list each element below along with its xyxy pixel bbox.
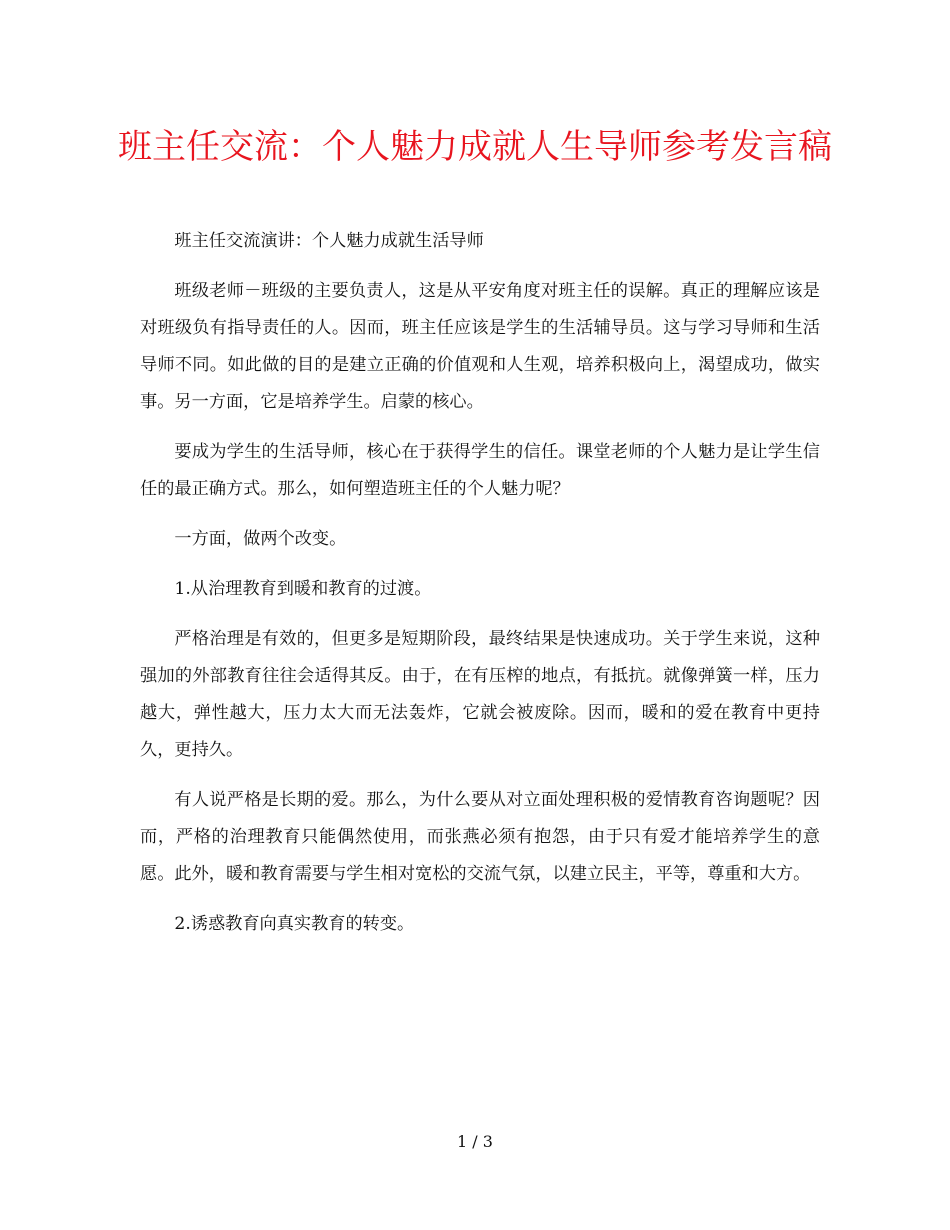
document-body xyxy=(140,223,820,956)
paragraph: 1.从治理教育到暖和教育的过渡。 xyxy=(174,579,432,599)
paragraph: 2.诱惑教育向真实教育的转变。 xyxy=(174,914,415,934)
paragraph: 要成为学生的生活导师，核心在于获得学生的信任。课堂老师的个人魅力是让学生信任的最正确方式。那么，如何塑造班主任的个人魅力呢？ xyxy=(140,442,820,499)
paragraph: 一方面，做两个改变。 xyxy=(174,529,347,549)
paragraph: 班级老师－班级的主要负责人，这是从平安角度对班主任的误解。真正的理解应该是对班级负有指导责任的人。因而，班主任应该是学生的生活辅导员。这与学习导师和生活导师不同。如此做的目的是建立正确的价值观和人生观，培养积极向上，渴望成功，做实事。另一方面，它是培养学生。启蒙的核心。 xyxy=(140,281,820,412)
paragraph: 严格治理是有效的，但更多是短期阶段，最终结果是快速成功。关于学生来说，这种强加的外部教育往往会适得其反。由于，在有压榨的地点，有抵抗。就像弹簧一样，压力越大，弹性越大，压力太大而无法轰炸，它就会被废除。因而，暖和的爱在教育中更持久，更持久。 xyxy=(140,629,820,760)
paragraph: 有人说严格是长期的爱。那么，为什么要从对立面处理积极的爱情教育咨询题呢？因而，严格的治理教育只能偶然使用，而张燕必须有抱怨，由于只有爱才能培养学生的意愿。此外，暖和教育需要与学生相对宽松的交流气氛，以建立民主，平等，尊重和大方。 xyxy=(140,790,820,884)
document-title: 班主任交流：个人魅力成就人生导师参考发言稿 xyxy=(118,127,832,167)
page-number: 1 / 3 xyxy=(457,1132,493,1151)
paragraph: 班主任交流演讲：个人魅力成就生活导师 xyxy=(174,231,484,251)
